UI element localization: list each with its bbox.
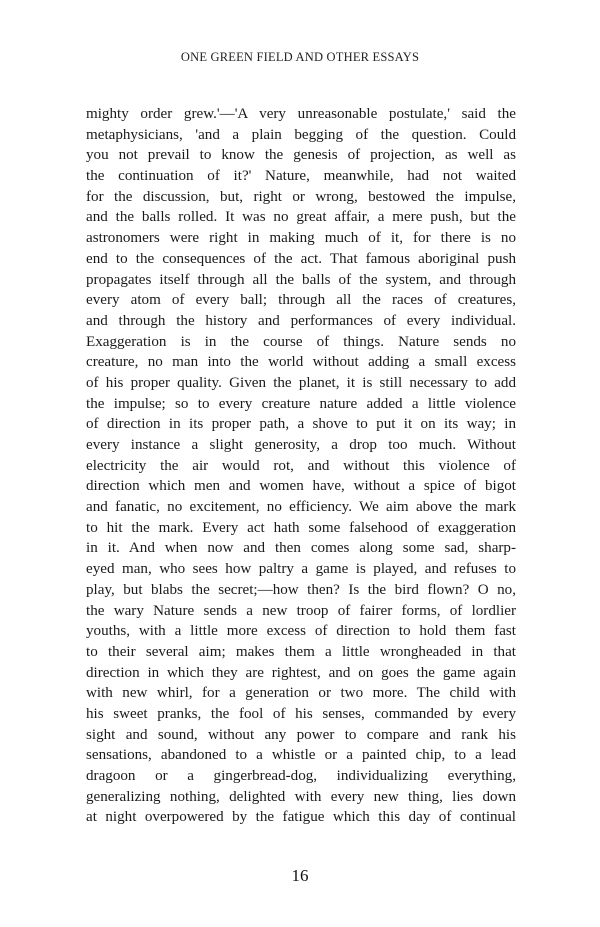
- text-line: every atom of every ball; through all the races of creatures,: [86, 292, 516, 309]
- page-number: 16: [291, 866, 309, 885]
- text-line: play, but blabs the secret;—how then? Is the bird flown? O no,: [86, 581, 516, 598]
- text-line: youths, with a little more excess of direction to hold them fast: [86, 623, 516, 640]
- text-line: and fanatic, no excitement, no efficiency. We aim above the mark: [86, 499, 516, 516]
- running-head: ONE GREEN FIELD AND OTHER ESSAYS: [180, 50, 420, 64]
- text-line: for the discussion, but, right or wrong, bestowed the impulse,: [86, 188, 516, 205]
- text-line: the wary Nature sends a new troop of fairer forms, of lordlier: [86, 602, 516, 619]
- text-line: in it. And when now and then comes along some sad, sharp-: [86, 540, 516, 557]
- text-line: to their several aim; makes them a little wrongheaded in that: [86, 643, 516, 660]
- text-line: sight and sound, without any power to compare and rank his: [86, 726, 516, 743]
- text-line: and through the history and performances of every individual.: [86, 312, 516, 329]
- text-line: electricity the air would rot, and without this violence of: [86, 457, 516, 474]
- text-line: Exaggeration is in the course of things. Nature sends no: [86, 333, 516, 350]
- text-line: and the balls rolled. It was no great affair, a mere push, but the: [86, 209, 516, 226]
- text-line: with new whirl, for a generation or two more. The child with: [86, 685, 516, 702]
- text-line: mighty order grew.'—'A very unreasonable postulate,' said the: [86, 106, 516, 122]
- text-line: end to the consequences of the act. That famous aboriginal push: [86, 250, 516, 267]
- text-line: his sweet pranks, the fool of his senses, commanded by every: [86, 705, 516, 722]
- text-line: direction which men and women have, without a spice of bigot: [86, 478, 516, 495]
- text-line: generalizing nothing, delighted with every new thing, lies down: [86, 788, 516, 805]
- text-line: every instance a slight generosity, a drop too much. Without: [86, 437, 516, 453]
- text-line: the impulse; so to every creature nature added a little violence: [86, 395, 516, 412]
- text-line: astronomers were right in making much of it, for there is no: [86, 230, 516, 247]
- text-line: propagates itself through all the balls of the system, and through: [86, 271, 516, 288]
- text-line: you not prevail to know the genesis of projection, as well as: [86, 147, 516, 164]
- text-line: direction in which they are rightest, and on goes the game again: [86, 664, 516, 681]
- text-line: of his proper quality. Given the planet, it is still necessary to add: [86, 374, 516, 391]
- text-line: eyed man, who sees how paltry a game is played, and refuses to: [86, 561, 516, 578]
- text-line: sensations, abandoned to a whistle or a painted chip, to a lead: [86, 747, 516, 764]
- body-paragraph: [86, 104, 516, 828]
- text-line: to hit the mark. Every act hath some falsehood of exaggeration: [86, 519, 516, 536]
- text-line: the continuation of it?' Nature, meanwhile, had not waited: [86, 168, 516, 185]
- text-line: metaphysicians, 'and a plain begging of the question. Could: [86, 126, 516, 143]
- text-line: creature, no man into the world without adding a small excess: [86, 354, 516, 371]
- text-line: at night overpowered by the fatigue which this day of continual: [86, 809, 516, 826]
- text-line: dragoon or a gingerbread-dog, individualizing everything,: [86, 768, 516, 784]
- text-line: of direction in its proper path, a shove to put it on its way; in: [86, 416, 516, 433]
